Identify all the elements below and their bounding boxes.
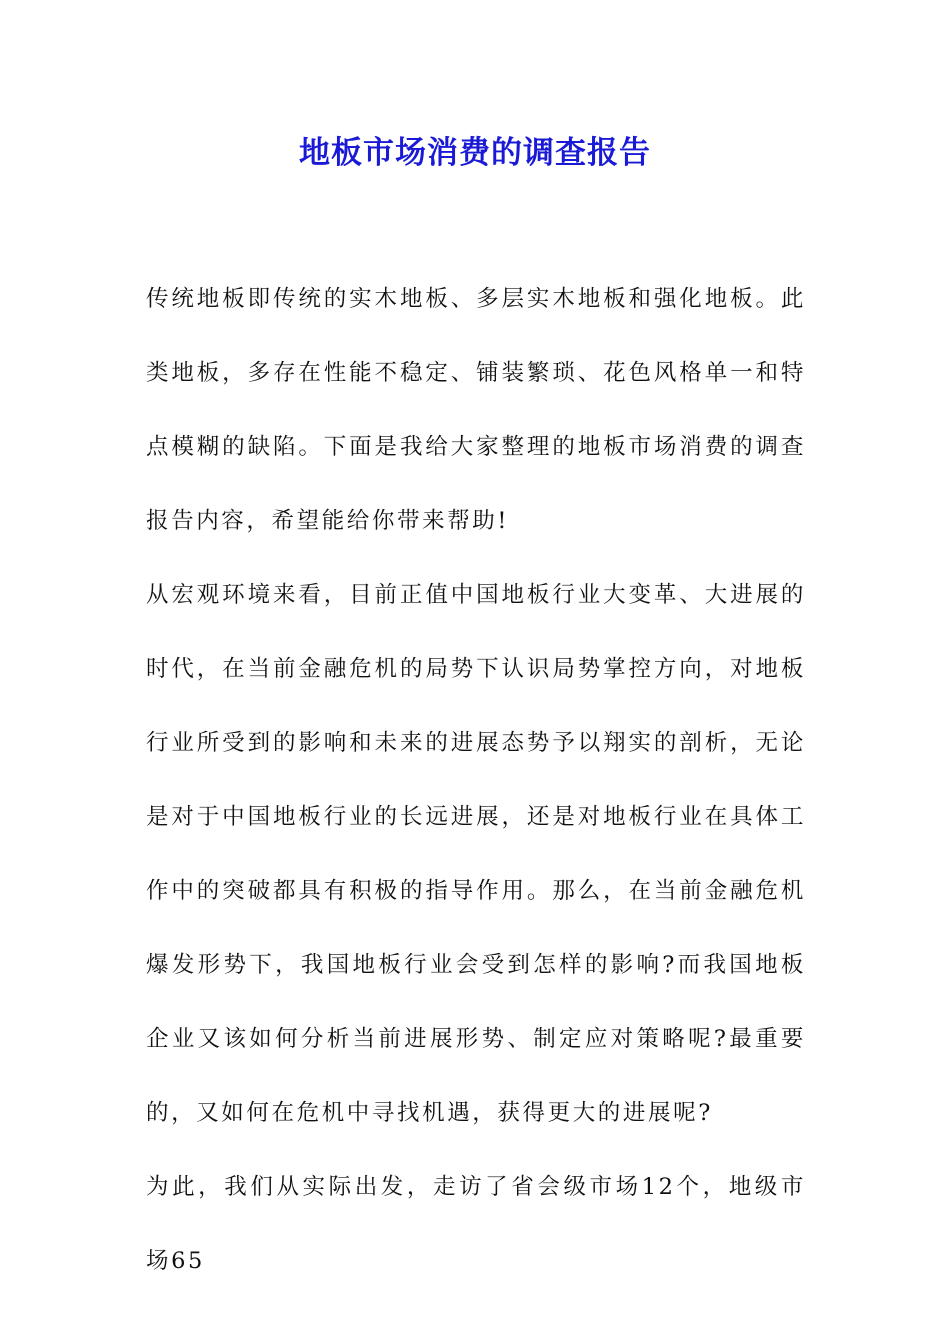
document-title: 地板市场消费的调查报告 (299, 135, 651, 171)
paragraph-macro-environment: 从宏观环境来看，目前正值中国地板行业大变革、大进展的时代，在当前金融危机的局势下认识局势掌控方向，对地板行业所受到的影响和未来的进展态势予以翔实的剖析，无论是对于中国地板行业的长远进展，还是对地板行业在具体工作中的突破都具有积极的指导作用。那么，在当前金融危机爆发形势下，我国地板行业会受到怎样的影响?而我国地板企业又该如何分析当前进展形势、制定应对策略呢?最重要的，又如何在危机中寻找机遇，获得更大的进展呢? (146, 582, 806, 1126)
document-body (146, 262, 806, 1298)
paragraph-survey: 为此，我们从实际出发，走访了省会级市场12个，地级市场65 (146, 1174, 806, 1274)
paragraph-intro: 传统地板即传统的实木地板、多层实木地板和强化地板。此类地板，多存在性能不稳定、铺装繁琐、花色风格单一和特点模糊的缺陷。下面是我给大家整理的地板市场消费的调查报告内容，希望能给你带来帮助! (146, 286, 806, 534)
